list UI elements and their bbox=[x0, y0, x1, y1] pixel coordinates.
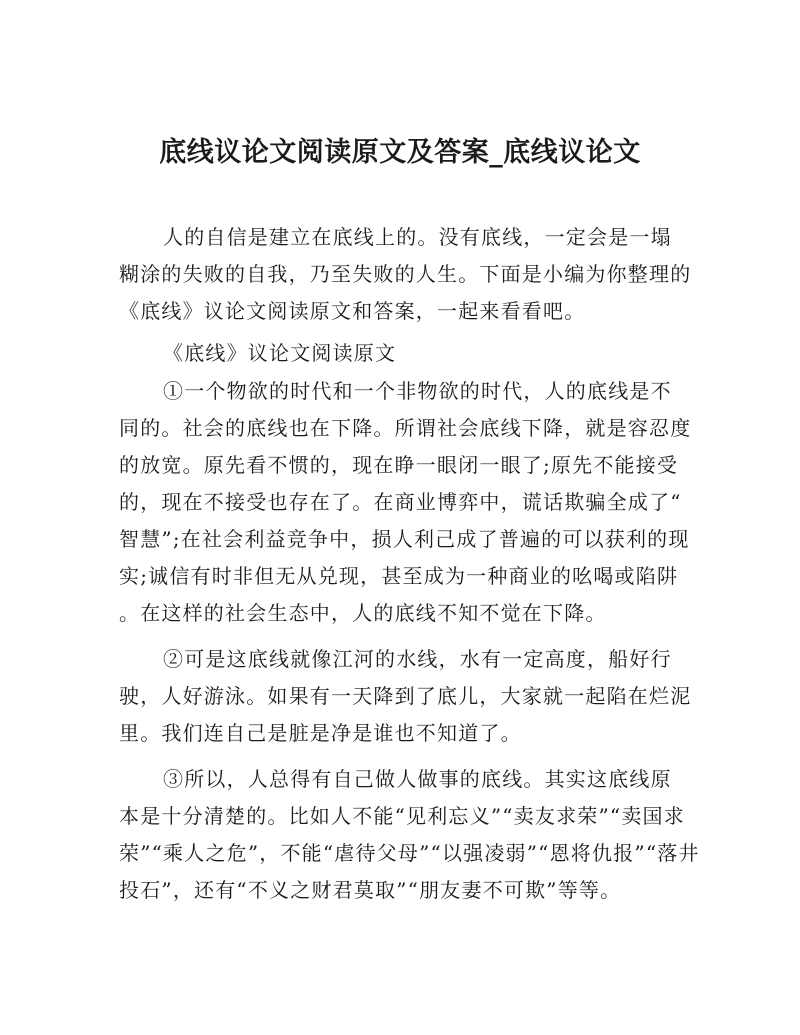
paragraph-intro-line-2: 糊涂的失败的自我，乃至失败的人生。下面是小编为你整理的 bbox=[119, 262, 692, 286]
paragraph-1-line-4: 的，现在不接受也存在了。在商业博弈中，谎话欺骗全成了“ bbox=[119, 490, 682, 514]
paragraph-1-line-1: ①一个物欲的时代和一个非物欲的时代，人的底线是不 bbox=[163, 379, 672, 403]
paragraph-intro-line-3: 《底线》议论文阅读原文和答案，一起来看看吧。 bbox=[119, 299, 586, 323]
paragraph-1-line-6: 实;诚信有时非但无从兑现，甚至成为一种商业的吆喝或陷阱 bbox=[119, 564, 679, 588]
paragraph-1-line-2: 同的。社会的底线也在下降。所谓社会底线下降，就是容忍度 bbox=[119, 416, 692, 440]
paragraph-3-line-4: 投石”，还有“不义之财君莫取”“朋友妻不可欺”等等。 bbox=[119, 878, 622, 902]
paragraph-3-line-3: 荣”“乘人之危”，不能“虐待父母”“以强凌弱”“恩将仇报”“落井 bbox=[119, 841, 700, 865]
paragraph-1-line-3: 的放宽。原先看不惯的，现在睁一眼闭一眼了;原先不能接受 bbox=[119, 453, 679, 477]
paragraph-3-line-2: 本是十分清楚的。比如人不能“见利忘义”“卖友求荣”“卖国求 bbox=[119, 804, 685, 828]
paragraph-2-line-2: 驶，人好游泳。如果有一天降到了底儿，大家就一起陷在烂泥 bbox=[119, 684, 692, 708]
paragraph-intro-line-1: 人的自信是建立在底线上的。没有底线，一定会是一塌 bbox=[163, 225, 672, 249]
paragraph-1-line-7: 。在这样的社会生态中，人的底线不知不觉在下降。 bbox=[119, 601, 607, 625]
section-heading: 《底线》议论文阅读原文 bbox=[163, 341, 397, 365]
document-title: 底线议论文阅读原文及答案_底线议论文 bbox=[159, 137, 641, 168]
paragraph-1-line-5: 智慧”;在社会利益竞争中，损人利己成了普遍的可以获利的现 bbox=[119, 527, 690, 551]
paragraph-3-line-1: ③所以，人总得有自己做人做事的底线。其实这底线原 bbox=[163, 767, 672, 791]
paragraph-2-line-1: ②可是这底线就像江河的水线，水有一定高度，船好行 bbox=[163, 647, 672, 671]
paragraph-2-line-3: 里。我们连自己是脏是净是谁也不知道了。 bbox=[119, 721, 522, 745]
